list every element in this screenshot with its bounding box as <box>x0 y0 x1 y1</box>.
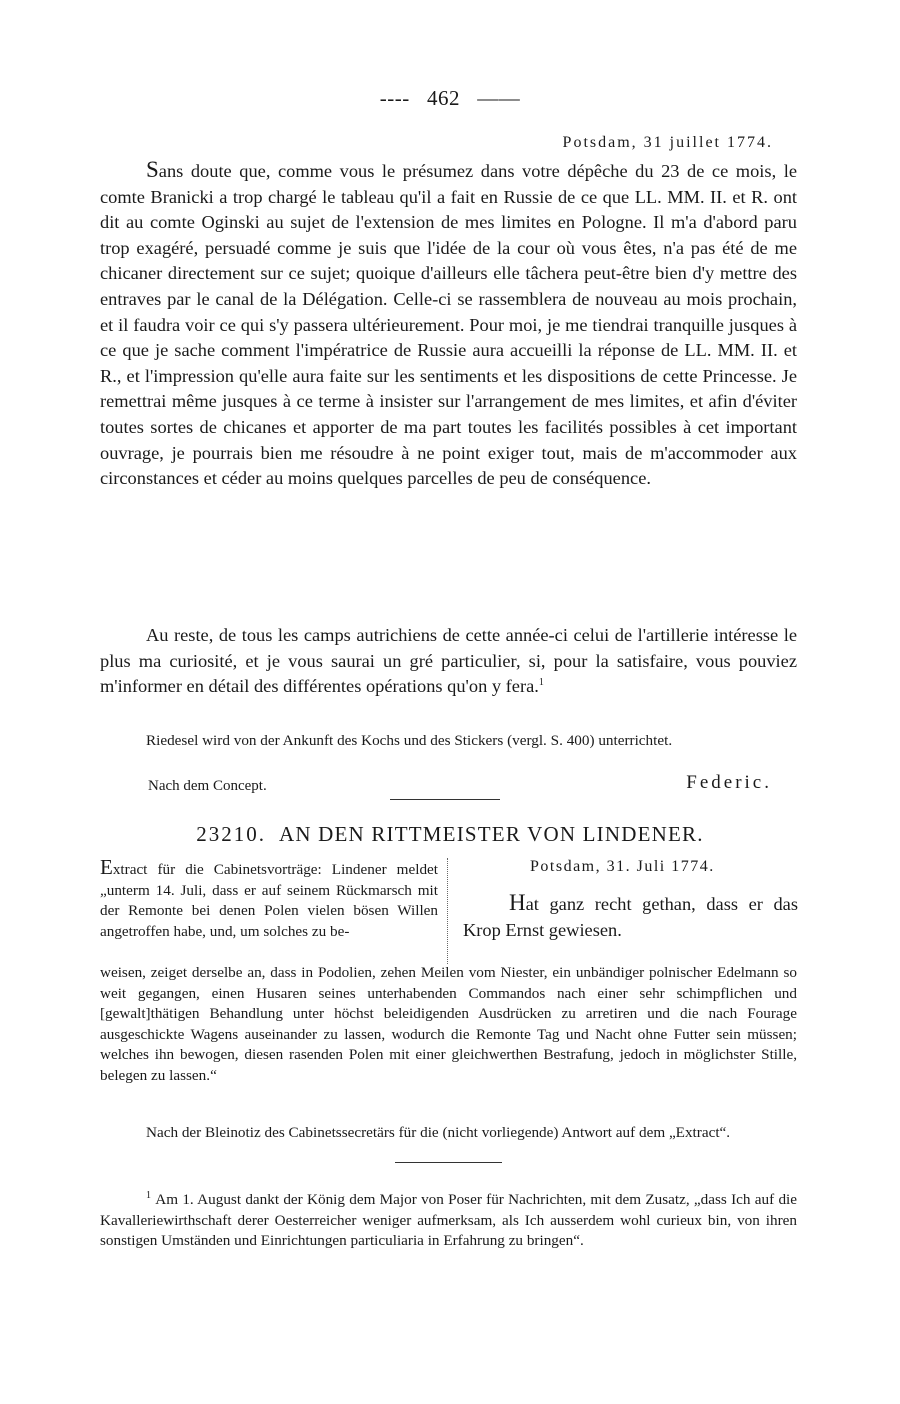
letter1-editorial-note: Riedesel wird von der Ankunft des Kochs und des Stickers (vergl. S. 400) unterrichtet. <box>146 732 673 749</box>
letter2-heading <box>0 822 900 847</box>
page-number-dash-left: ---- <box>379 86 410 110</box>
page-number: 462 <box>426 86 460 110</box>
letter1-source: Nach dem Concept. <box>148 778 267 794</box>
letter2-reply <box>463 890 798 943</box>
page-number-dash-right: —— <box>477 86 521 110</box>
letter1-paragraph-2-text: Au reste, de tous les camps autrichiens de cette année-ci celui de l'artillerie intéresse le plus ma curiosité, et je vous saurai un gré particulier, si, pour la satisfaire, vous pouviez m'informer en détail des différentes opérations qu'on y fera. <box>100 625 797 697</box>
letter2-extract-text: xtract für die Cabinetsvorträge: Lindener meldet „unterm 14. Juli, dass er auf seinem Rückmarsch mit der Remonte bei denen Polen vielen bösen Willen angetroffen habe, und, um solches zu be- <box>100 861 438 940</box>
section-divider <box>390 799 500 800</box>
letter1-paragraph-1 <box>100 157 797 492</box>
footnote <box>100 1190 797 1252</box>
letter1-signature: Federic. <box>686 772 772 793</box>
letter2-dateline: Potsdam, 31. Juli 1774. <box>530 858 715 875</box>
letter1-dropcap: S <box>146 157 159 182</box>
letter1-paragraph-1-text: ans doute que, comme vous le présumez dans votre dépêche du 23 de ce mois, le comte Branicki a trop chargé le tableau qu'il a fait en Russie de ce que LL. MM. II. et R. ont dit au comte Oginski au sujet de l'extension de mes limites en Pologne. Il m'a d'abord paru trop exagéré, persuadé comme je suis que l'idée de la cour où vous êtes, n'a pas été de me chicaner directement sur ce sujet; quoique d'ailleurs elle tâchera peut-être bien d'y mettre des entraves par le canal de la Délégation. Celle-ci se rassemblera de nouveau au mois prochain, et il faudra voir ce qui s'y passera ultérieurement. Pour moi, je me tiendrai tranquille jusques à ce que je sache comment l'impératrice de Russie aura accueilli la réponse de LL. MM. II. et R., et l'impression qu'elle aura faite sur les sentiments et les dispositions de cette Princesse. Je remettrai même jusques à ce terme à insister sur l'arrangement de mes limites, et afin d'éviter toutes sortes de chicanes et apporter de ma part toutes les facilités possibles à cet important ouvrage, je pourrais bien me résoudre à ne point exiger tout, mais de m'accommoder aux circonstances et céder au moins quelques parcelles de peu de conséquence. <box>100 161 797 489</box>
letter2-editorial-note: Nach der Bleinotiz des Cabinetssecretärs für die (nicht vorliegende) Antwort auf dem „Extract“. <box>146 1124 731 1141</box>
letter2-reply-dropcap: H <box>509 890 526 915</box>
letter2-number: 23210. <box>196 822 267 846</box>
footnote-divider <box>395 1162 502 1163</box>
footnote-mark: 1 <box>146 1189 151 1201</box>
footnote-reference: 1 <box>538 677 544 689</box>
footnote-text: Am 1. August dankt der König dem Major von Poser für Nachrichten, mit dem Zusatz, „dass Ich auf die Kavalleriewirthschaft derer Oesterreicher weniger aufmerksam, als Ich ausserdem wohl curieux bin, von ihren sonstigen Umständen und Einrichtungen particuliaria in Erfahrung zu bringen“. <box>100 1191 797 1249</box>
letter2-extract-column <box>100 857 438 942</box>
letter1-dateline: Potsdam, 31 juillet 1774. <box>562 134 773 151</box>
page-number-line <box>0 86 900 111</box>
letter1-paragraph-2 <box>100 623 797 700</box>
letter2-extract-dropcap: E <box>100 855 113 879</box>
letter2-reply-text: at ganz recht gethan, dass er das Krop Ernst gewiesen. <box>463 894 798 940</box>
letter2-extract-continuation: weisen, zeiget derselbe an, dass in Podolien, zehen Meilen vom Niester, ein unbändiger polnischer Edelmann so weit gegangen, einen Husaren seines unterhabenden Commandos nach einer sehr schimpflichen und [gewalt]thätigen Behandlung unter höchst beleidigenden Ausdrücken zu arretiren und die nach Fourage ausgeschickte Wagens auseinander zu lassen, wodurch die Remonte Tag und Nacht ohne Futter sein müssen; welches ihn bewogen, diesen rasenden Polen mit einer gleichwerthen Bestrafung, jedoch in möglichster Stille, belegen zu lassen.“ <box>100 964 797 1084</box>
column-separator <box>447 858 448 964</box>
letter2-title: AN DEN RITTMEISTER VON LINDENER. <box>278 822 704 846</box>
